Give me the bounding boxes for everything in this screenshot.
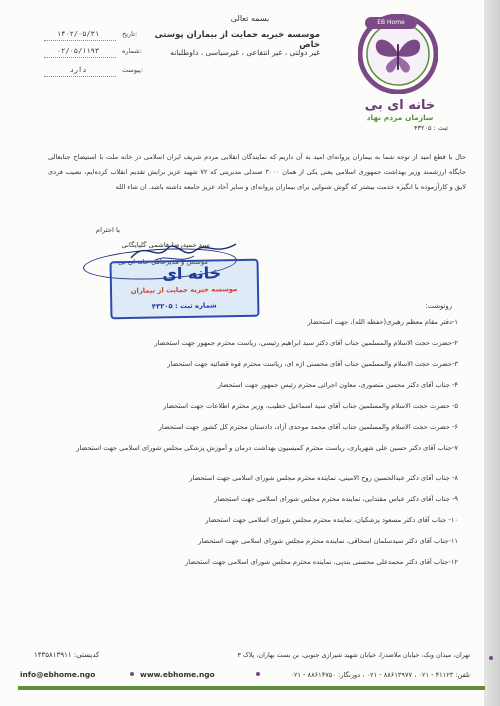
signer-name: سید حمیدرضا هاشمی گلپایگانی <box>121 241 210 249</box>
cc-item: ۹- جناب آقای دکتر عباس مقتدایی، نماینده محترم مجلس شورای اسلامی جهت استحضار <box>213 495 458 503</box>
cc-item: ۶- حضرت حجت الاسلام والمسلمین جناب آقای محمد موحدی آزاد، دادستان محترم کل کشور جهت استحضار <box>158 423 458 431</box>
date-row <box>40 30 140 44</box>
footer-separator <box>130 672 134 676</box>
attachment-row <box>40 66 144 80</box>
logo-subtitle: سازمان مردم نهاد <box>366 113 434 122</box>
attachment-underline <box>44 76 116 77</box>
cc-item: ۱۲-جناب آقای دکتر محمدعلی محسنی بندپی، نماینده محترم مجلس شورای اسلامی جهت استحضار <box>185 558 458 566</box>
cc-item: ۸- جناب آقای دکتر عبدالحسین روح الامینی، نماینده محترم مجلس شورای اسلامی جهت استحضار <box>189 474 458 482</box>
cc-item: ۲-حضرت حجت الاسلام والمسلمین جناب آقای دکتر سید ابراهیم رئیسی، ریاست محترم جمهور جهت استحضار <box>154 339 458 347</box>
footer-bullet <box>489 656 493 660</box>
cc-list <box>40 317 458 578</box>
stamp-title: خانه ای <box>162 263 222 284</box>
bismillah: بسمه تعالی <box>230 14 270 23</box>
footer-green-bar <box>18 686 485 690</box>
cc-item: ۱۰- جناب آقای دکتر مسعود پزشکیان، نماینده محترم مجلس شورای اسلامی جهت استحضار <box>205 516 458 524</box>
logo-badge: EB Home <box>365 17 417 29</box>
cc-item: ۷-جناب آقای دکتر حسین علی شهریاری، ریاست محترم کمیسیون بهداشت درمان و آموزش پزشکی مجلس شورای اسلامی جهت استحضار <box>76 444 458 452</box>
number-underline <box>44 57 116 58</box>
footer-phones: تلفن: ۴۱۱۲۳ - ۰۲۱ ، ۸۸۶۱۳۹۷۷ - ۰۲۱ ، دورنگار: ۸۸۶۱۴۷۵۰ - ۰۲۱ <box>290 671 470 679</box>
footer-postal-code: کدپستی: ۱۴۳۵۸۱۳۹۱۱ <box>34 651 100 659</box>
organization-type: غیر دولتی ، غیر انتفاعی ، غیرسیاسی ، داوطلبانه <box>170 48 320 57</box>
footer-email-link[interactable]: info@ebhome.ngo <box>20 670 96 679</box>
number-value: ۰۲/۰۵/۱۱۹۳ <box>56 47 100 55</box>
footer-separator <box>256 672 260 676</box>
signer-title: مؤسس و مدیرعامل خانه ای بی <box>118 258 208 266</box>
attachment-value: دارد <box>69 66 87 74</box>
date-value: ۱۴۰۲/۰۵/۳۱ <box>56 30 100 38</box>
organization-name: موسسه خیریه حمایت از بیماران پوستی خاص <box>154 30 320 50</box>
date-label: تاریخ: <box>122 30 138 38</box>
stamp-registration: شماره ثبت : ۴۳۲۰۵ <box>151 301 217 311</box>
logo-title: خانه ای بی <box>364 98 436 113</box>
cc-item: ۱-دفتر مقام معظم رهبری(حفظه الله)، جهت استحضار <box>307 318 458 326</box>
letter-body: حال با قطع امید از توجه شما به بیماران پروانه‌ای امید به آن داریم که نمایندگان انقلابی مردم شریف ایران اسلامی در خانه ملت با استیضاح جنابعالی جایگاه ارزشمند وزیر بهداشت جمهوری اسلامی یعنی یکی از همان ۳۰۰۰ صندلی مدیریتی که ۷۲ شهید عزیز برایش تقدیم انقلاب کرده‌ایم، نصیب فردی لایق و کارآزموده با انگیزه خدمت بیشتر که گوش شنوایی برای بیماران پروانه‌ای و سایر آحاد عزیز جامعه داشته باشد. ان شاء الله <box>48 153 466 191</box>
cc-item: ۴- جناب آقای دکتر محسن منصوری، معاون اجرائی محترم رئیس جمهور جهت استحضار <box>217 381 458 389</box>
cc-heading: رونوشت: <box>425 302 452 310</box>
organization-stamp <box>110 259 260 320</box>
cc-item: ۵- حضرت حجت الاسلام والمسلمین جناب آقای سید اسماعیل خطیب، وزیر محترم اطلاعات جهت استحضار <box>163 402 458 410</box>
number-row <box>40 47 140 61</box>
footer-address: تهران، میدان ونک، خیابان ملاصدرا، خیابان شهید شیرازی جنوبی، بن بست بهاران، پلاک ۳ <box>237 651 470 659</box>
stamp-line: موسسه خیریه حمایت از بیماران <box>130 285 238 295</box>
closing-regards: با احترام <box>95 226 120 234</box>
attachment-label: پیوست: <box>122 66 144 74</box>
footer-website-link[interactable]: www.ebhome.ngo <box>140 670 215 679</box>
cc-item: ۳-حضرت حجت الاسلام والمسلمین جناب آقای محسنی اژه ای، ریاست محترم قوه قضائیه جهت استحضار <box>167 360 458 368</box>
registration-number: ثبت : ۴۳۲۰۵ <box>414 124 448 132</box>
page-edge-shadow <box>484 0 500 706</box>
date-underline <box>44 40 116 41</box>
cc-item: ۱۱-جناب آقای دکتر سیدسلمان اسحاقی، نماینده محترم مجلس شورای اسلامی جهت استحضار <box>198 537 458 545</box>
number-label: شماره: <box>122 47 142 55</box>
